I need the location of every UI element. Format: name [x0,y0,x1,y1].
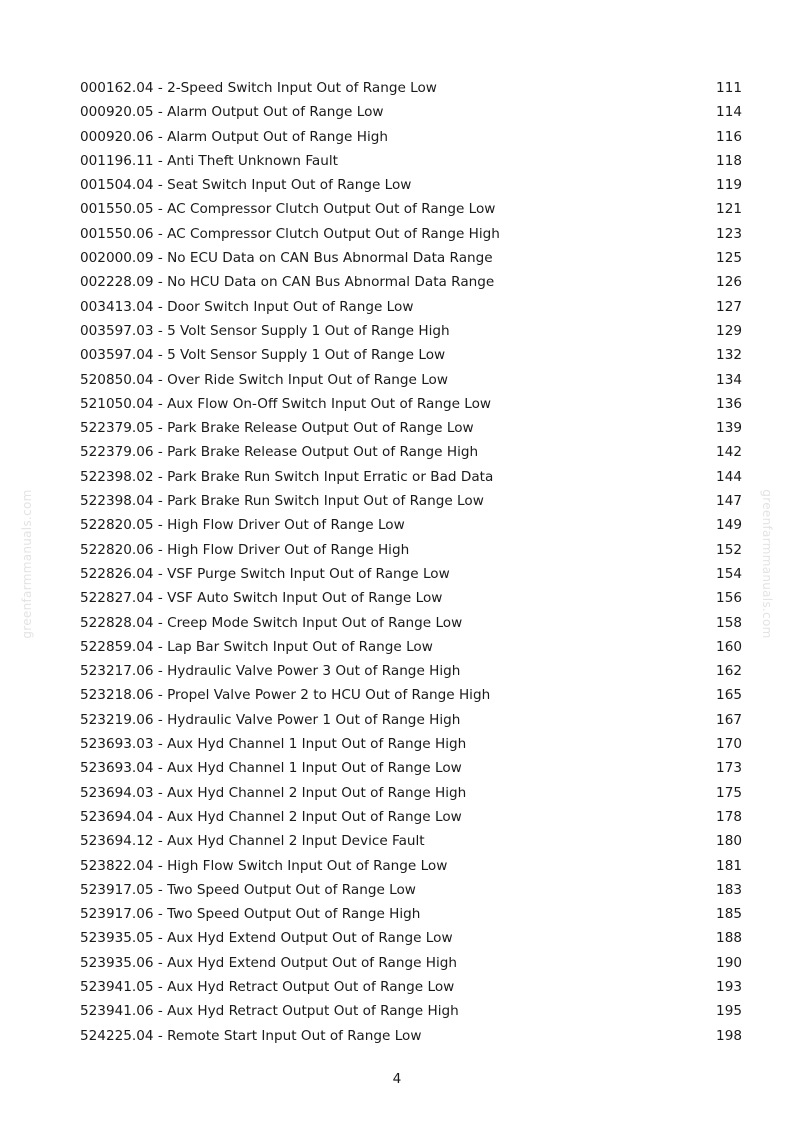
toc-entry-description: High Flow Driver Out of Range Low [167,517,405,534]
toc-entry[interactable] [80,878,742,902]
toc-entry-code: 523935.05 [80,930,154,947]
toc-entry[interactable] [80,902,742,926]
page-number: 4 [392,1071,402,1087]
toc-entry-title [80,489,484,513]
toc-entry-title [80,829,425,853]
toc-entry-page: 195 [716,1003,742,1020]
toc-entry-page: 154 [716,565,742,582]
toc-entry-separator: - [153,541,168,558]
toc-entry-separator: - [153,760,168,777]
toc-entry-description: Over Ride Switch Input Out of Range Low [167,371,448,388]
toc-entry-separator: - [153,298,168,315]
toc-entry-code: 523219.06 [80,711,154,728]
toc-entry-separator: - [153,881,168,898]
toc-entry-page: 118 [716,152,742,169]
toc-entry-description: Alarm Output Out of Range Low [167,104,384,121]
toc-entry-code: 003597.03 [80,322,154,339]
toc-entry-page: 183 [716,881,742,898]
toc-entry-description: Remote Start Input Out of Range Low [167,1027,422,1044]
toc-entry-description: Door Switch Input Out of Range Low [167,298,414,315]
toc-entry-separator: - [153,784,168,801]
toc-entry-separator: - [153,687,168,704]
toc-entry-description: Hydraulic Valve Power 1 Out of Range High [167,711,461,728]
toc-entry-title [80,562,450,586]
toc-entry-page: 149 [716,517,742,534]
toc-entry-description: Aux Hyd Channel 2 Input Out of Range Low [167,808,462,825]
toc-entry-separator: - [153,493,168,510]
toc-entry-code: 522859.04 [80,638,154,655]
toc-entry-separator: - [153,274,168,291]
toc-entry-separator: - [153,1027,168,1044]
toc-entry-title [80,659,460,683]
toc-entry-page: 173 [716,760,742,777]
toc-entry-page: 158 [716,614,742,631]
toc-entry-code: 523822.04 [80,857,154,874]
toc-entry-description: Aux Hyd Retract Output Out of Range High [167,1003,459,1020]
toc-entry-page: 111 [716,80,742,96]
toc-entry-separator: - [153,590,168,607]
toc-entry-title [80,902,420,926]
toc-entry[interactable] [80,222,742,246]
toc-entry-description: Aux Hyd Channel 1 Input Out of Range Low [167,760,462,777]
toc-entry-title [80,854,447,878]
toc-entry-code: 001504.04 [80,177,154,194]
toc-entry-separator: - [153,225,168,242]
toc-entry-separator: - [153,80,168,96]
toc-entry-separator: - [153,711,168,728]
toc-entry-page: 185 [716,906,742,923]
toc-entry-description: 5 Volt Sensor Supply 1 Out of Range Low [167,347,446,364]
toc-entry-code: 000920.05 [80,104,154,121]
toc-entry-page: 136 [716,395,742,412]
toc-entry-description: High Flow Driver Out of Range High [167,541,410,558]
toc-entry-separator: - [153,565,168,582]
toc-entry[interactable] [80,125,742,149]
toc-entry-code: 001550.05 [80,201,154,218]
toc-entry-page: 147 [716,493,742,510]
toc-entry-title [80,270,494,294]
toc-entry-page: 180 [716,833,742,850]
toc-entry-separator: - [153,736,168,753]
toc-entry-page: 181 [716,857,742,874]
toc-entry-code: 523941.05 [80,978,154,995]
toc-entry-description: AC Compressor Clutch Output Out of Range High [167,225,500,242]
toc-entry-title [80,1024,421,1048]
toc-entry-separator: - [153,906,168,923]
toc-entry-code: 524225.04 [80,1027,154,1044]
toc-entry-page: 116 [716,128,742,145]
toc-entry-title [80,708,460,732]
toc-entry-code: 523917.06 [80,906,154,923]
toc-entry-title [80,683,490,707]
toc-entry-title [80,878,416,902]
toc-entry-title [80,416,474,440]
toc-entry-title [80,343,445,367]
toc-entry-description: Aux Hyd Channel 2 Input Out of Range High [167,784,467,801]
toc-entry-page: 134 [716,371,742,388]
toc-entry[interactable] [80,756,742,780]
toc-entry[interactable] [80,999,742,1023]
toc-entry-code: 523694.12 [80,833,154,850]
toc-entry[interactable] [80,149,742,173]
toc-entry-title [80,368,448,392]
toc-entry-code: 523218.06 [80,687,154,704]
toc-entry-separator: - [153,978,168,995]
toc-entry[interactable] [80,416,742,440]
toc-entry-separator: - [153,517,168,534]
toc-entry-title [80,100,384,124]
toc-entry[interactable] [80,951,742,975]
toc-entry-title [80,635,433,659]
toc-entry-description: 2-Speed Switch Input Out of Range Low [167,80,437,96]
toc-entry-separator: - [153,128,168,145]
toc-entry-page: 142 [716,444,742,461]
toc-entry-separator: - [153,638,168,655]
toc-entry-description: AC Compressor Clutch Output Out of Range Low [167,201,496,218]
toc-entry-page: 190 [716,954,742,971]
toc-entry-description: High Flow Switch Input Out of Range Low [167,857,448,874]
toc-entry-description: Seat Switch Input Out of Range Low [167,177,412,194]
toc-entry-title [80,975,454,999]
toc-entry[interactable] [80,781,742,805]
toc-entry-separator: - [153,444,168,461]
toc-entry-separator: - [153,104,168,121]
toc-entry-description: No HCU Data on CAN Bus Abnormal Data Range [167,274,495,291]
toc-entry-title [80,926,453,950]
toc-entry[interactable] [80,76,742,100]
toc-entry[interactable] [80,562,742,586]
toc-entry-page: 188 [716,930,742,947]
toc-entry[interactable] [80,513,742,537]
toc-entry-description: Aux Flow On-Off Switch Input Out of Range Low [167,395,492,412]
toc-entry-page: 167 [716,711,742,728]
watermark-right: greenfarmmanuals.com [760,489,774,639]
toc-entry-title [80,295,413,319]
toc-entry[interactable] [80,975,742,999]
toc-entry-page: 125 [716,250,742,267]
toc-entry[interactable] [80,343,742,367]
toc-entry-page: 160 [716,638,742,655]
toc-entry-page: 114 [716,104,742,121]
toc-entry-title [80,173,411,197]
toc-entry-code: 003413.04 [80,298,154,315]
toc-entry-separator: - [153,614,168,631]
toc-entry-page: 144 [716,468,742,485]
toc-entry[interactable] [80,708,742,732]
toc-entry[interactable] [80,586,742,610]
toc-entry-code: 522820.05 [80,517,154,534]
toc-entry-code: 522826.04 [80,565,154,582]
toc-entry-page: 127 [716,298,742,315]
toc-entry-title [80,951,457,975]
toc-entry-separator: - [153,857,168,874]
toc-entry-description: Park Brake Release Output Out of Range Low [167,420,474,437]
toc-entry-code: 002000.09 [80,250,154,267]
toc-entry-description: 5 Volt Sensor Supply 1 Out of Range High [167,322,450,339]
toc-entry-page: 175 [716,784,742,801]
toc-entry-code: 523217.06 [80,663,154,680]
toc-entry[interactable] [80,440,742,464]
toc-entry-code: 522820.06 [80,541,154,558]
toc-entry[interactable] [80,538,742,562]
toc-entry-code: 522398.02 [80,468,154,485]
toc-entry[interactable] [80,197,742,221]
toc-entry-page: 193 [716,978,742,995]
toc-entry-title [80,392,491,416]
toc-entry-separator: - [153,833,168,850]
toc-entry[interactable] [80,295,742,319]
toc-entry-separator: - [153,663,168,680]
toc-entry-page: 170 [716,736,742,753]
toc-entry-separator: - [153,395,168,412]
toc-entry-code: 523941.06 [80,1003,154,1020]
toc-entry-description: Aux Hyd Retract Output Out of Range Low [167,978,455,995]
toc-entry-description: Propel Valve Power 2 to HCU Out of Range High [167,687,491,704]
toc-entry-separator: - [153,954,168,971]
toc-entry-description: Park Brake Run Switch Input Out of Range Low [167,493,484,510]
toc-entry-title [80,125,388,149]
toc-entry-code: 003597.04 [80,347,154,364]
toc-entry-title [80,246,493,270]
toc-entry-title [80,538,409,562]
toc-entry-separator: - [153,347,168,364]
toc-entry-title [80,319,450,343]
toc-entry-description: Anti Theft Unknown Fault [167,152,338,169]
toc-entry-title [80,197,495,221]
toc-entry-separator: - [153,1003,168,1020]
toc-entry-page: 156 [716,590,742,607]
toc-entry-page: 198 [716,1027,742,1044]
toc-entry-description: Aux Hyd Channel 1 Input Out of Range High [167,736,467,753]
toc-entry-code: 520850.04 [80,371,154,388]
toc-entry-page: 129 [716,322,742,339]
toc-entry[interactable] [80,829,742,853]
toc-entry-page: 121 [716,201,742,218]
toc-entry-description: Aux Hyd Extend Output Out of Range High [167,954,458,971]
toc-list [80,76,742,1048]
toc-entry-separator: - [153,250,168,267]
toc-entry[interactable] [80,100,742,124]
toc-entry-separator: - [153,201,168,218]
toc-entry-page: 139 [716,420,742,437]
toc-entry[interactable] [80,465,742,489]
toc-entry[interactable] [80,392,742,416]
toc-entry-page: 165 [716,687,742,704]
toc-entry-description: Two Speed Output Out of Range High [167,906,421,923]
toc-entry-description: Aux Hyd Channel 2 Input Device Fault [167,833,425,850]
toc-entry-description: Park Brake Release Output Out of Range High [167,444,479,461]
toc-entry-separator: - [153,930,168,947]
watermark-left: greenfarmmanuals.com [20,489,34,639]
toc-entry[interactable] [80,854,742,878]
toc-entry-description: Two Speed Output Out of Range Low [167,881,416,898]
toc-entry[interactable] [80,611,742,635]
toc-entry-code: 001196.11 [80,152,154,169]
toc-entry-page: 123 [716,225,742,242]
toc-entry-separator: - [153,808,168,825]
toc-entry-title [80,586,442,610]
toc-entry-code: 000920.06 [80,128,154,145]
toc-entry-code: 523693.04 [80,760,154,777]
toc-entry-title [80,149,338,173]
toc-entry-title [80,465,493,489]
toc-entry-description: Lap Bar Switch Input Out of Range Low [167,638,433,655]
toc-entry-page: 178 [716,808,742,825]
toc-entry[interactable] [80,926,742,950]
toc-entry-code: 002228.09 [80,274,154,291]
toc-entry-separator: - [153,420,168,437]
toc-entry-code: 523694.04 [80,808,154,825]
toc-entry-title [80,999,459,1023]
toc-entry[interactable] [80,173,742,197]
toc-entry-code: 001550.06 [80,225,154,242]
toc-entry-description: VSF Auto Switch Input Out of Range Low [167,590,443,607]
toc-entry[interactable] [80,489,742,513]
toc-entry-title [80,76,437,100]
toc-entry-description: Creep Mode Switch Input Out of Range Low [167,614,463,631]
toc-entry[interactable] [80,659,742,683]
toc-entry-description: No ECU Data on CAN Bus Abnormal Data Range [167,250,493,267]
toc-entry-description: Hydraulic Valve Power 3 Out of Range High [167,663,461,680]
toc-entry-code: 522379.06 [80,444,154,461]
toc-entry-title [80,611,462,635]
toc-entry[interactable] [80,270,742,294]
toc-entry-code: 522827.04 [80,590,154,607]
toc-entry-title [80,781,466,805]
toc-entry-code: 521050.04 [80,395,154,412]
toc-entry-code: 522828.04 [80,614,154,631]
toc-entry-page: 119 [716,177,742,194]
toc-entry-description: VSF Purge Switch Input Out of Range Low [167,565,450,582]
toc-entry-title [80,513,405,537]
toc-entry-code: 522379.05 [80,420,154,437]
toc-entry[interactable] [80,246,742,270]
toc-entry-separator: - [153,468,168,485]
toc-entry-page: 126 [716,274,742,291]
toc-entry-code: 523693.03 [80,736,154,753]
toc-entry-separator: - [153,322,168,339]
toc-entry-title [80,805,462,829]
toc-entry-title [80,756,462,780]
toc-entry-code: 523917.05 [80,881,154,898]
toc-entry[interactable] [80,319,742,343]
toc-entry-code: 000162.04 [80,80,154,96]
toc-entry-description: Park Brake Run Switch Input Erratic or Bad Data [167,468,494,485]
toc-entry-separator: - [153,177,168,194]
toc-entry-code: 523694.03 [80,784,154,801]
toc-entry[interactable] [80,683,742,707]
toc-entry[interactable] [80,635,742,659]
toc-entry[interactable] [80,368,742,392]
toc-entry-title [80,222,500,246]
toc-entry-page: 152 [716,541,742,558]
toc-entry-code: 523935.06 [80,954,154,971]
toc-entry[interactable] [80,1024,742,1048]
toc-entry-separator: - [153,152,168,169]
toc-entry-title [80,440,478,464]
toc-entry-code: 522398.04 [80,493,154,510]
toc-entry-title [80,732,466,756]
toc-entry-page: 132 [716,347,742,364]
toc-entry[interactable] [80,732,742,756]
toc-entry[interactable] [80,805,742,829]
toc-entry-description: Aux Hyd Extend Output Out of Range Low [167,930,453,947]
toc-entry-page: 162 [716,663,742,680]
toc-entry-separator: - [153,371,168,388]
toc-entry-description: Alarm Output Out of Range High [167,128,388,145]
